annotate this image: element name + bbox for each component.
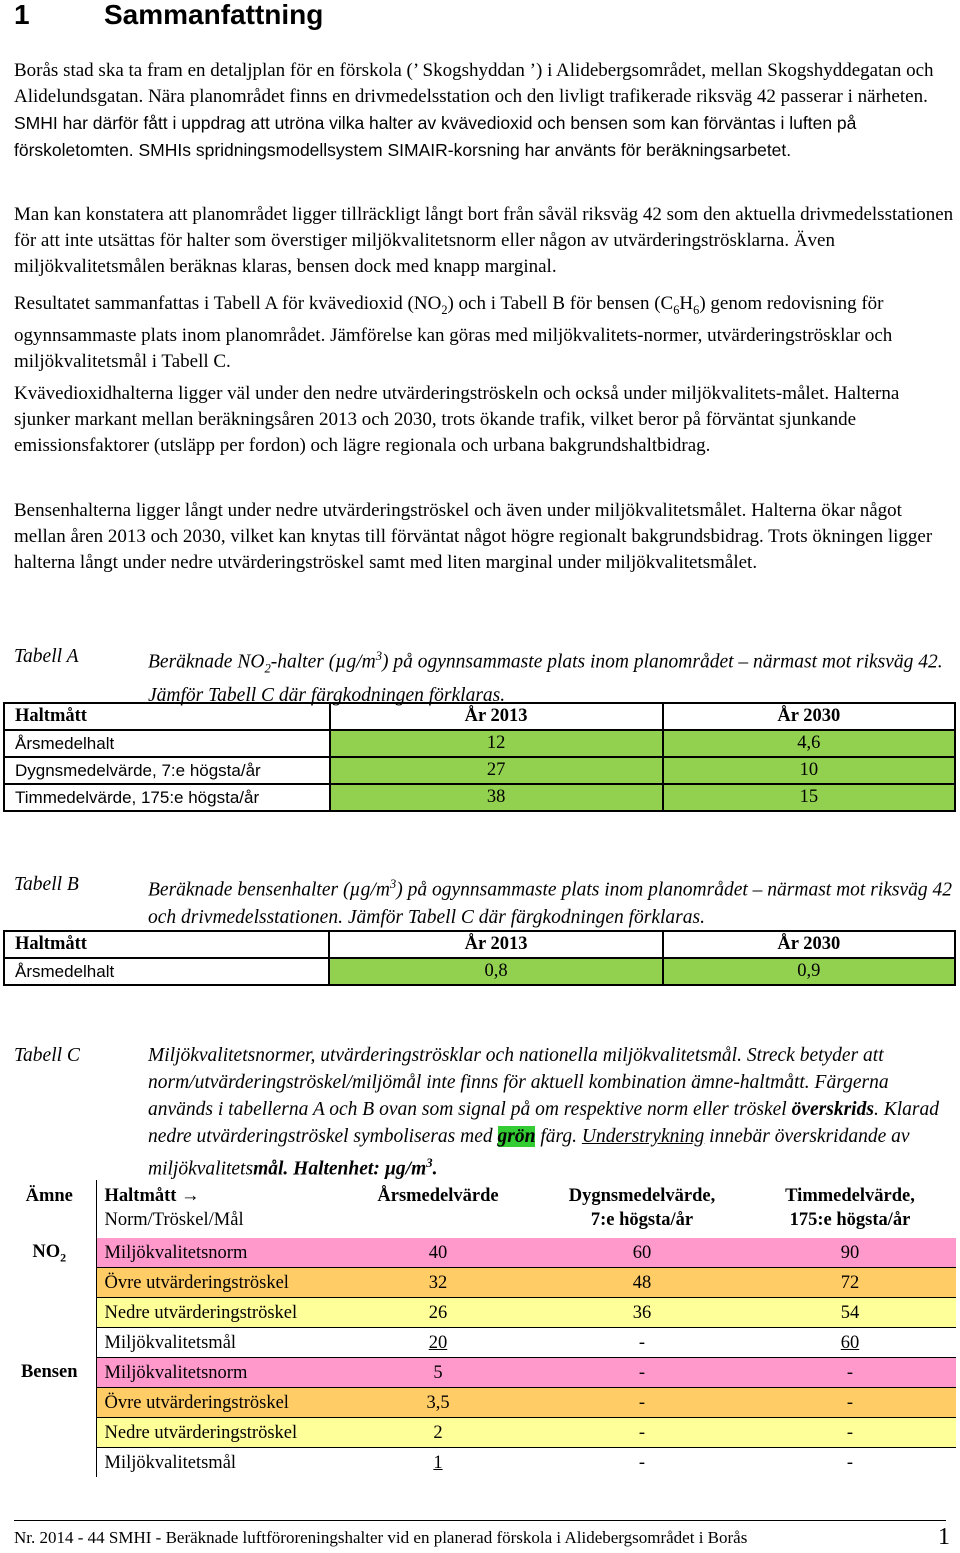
table-a-caption [14, 643, 954, 709]
table-row [3, 1238, 956, 1268]
table-row [4, 757, 955, 784]
table-c-cell: - [540, 1328, 744, 1358]
table-a-cell: Årsmedelhalt [4, 730, 330, 757]
table-b-header-0: Haltmått [4, 931, 329, 958]
table-a-cell: Timmedelvärde, 175:e högsta/år [4, 784, 330, 811]
tC-h-dygn1: Dygnsmedelvärde, [568, 1186, 716, 1206]
tA-cap-b: -halter (µg/m [270, 651, 376, 673]
tC-h-norm: Norm/Tröskel/Mål [104, 1210, 244, 1230]
table-row [4, 958, 955, 985]
table-c-cell: 36 [540, 1298, 744, 1328]
table-row [3, 1298, 956, 1328]
tA-cap-a: Beräknade NO [148, 651, 265, 673]
paragraph-5: Bensenhalterna ligger långt under nedre utvärderingströskel och även under miljökvalitetsmålet. Halterna ökar något mellan åren 2013 och 2030, vilket kan knytas till förväntat något högre regionalt bakgrundsbidrag. Trots ökningen ligger halterna långt under nedre utvärderingströskel samt med liten marginal under miljökvalitetsmålet. [14, 500, 933, 573]
paragraph-4: Kvävedioxidhalterna ligger väl under den nedre utvärderingströskeln och också under miljökvalitets-målet. Halterna sjunker markant mellan beräkningsåren 2013 och 2030, trots ökande trafik, vilket beror på förväntat sjunkande emissionsfaktorer (utsläpp per fordon) och lägre regionala och urbana bakgrundshaltbidrag. [14, 383, 900, 456]
table-b-header-2: År 2030 [663, 931, 955, 958]
table-b-cell: Årsmedelhalt [4, 958, 329, 985]
tC-h-tim2: 175:e högsta/år [789, 1210, 911, 1230]
tB-cap-sup: 3 [389, 877, 397, 891]
table-row [3, 1448, 956, 1478]
table-a-cell: 10 [663, 757, 955, 784]
paragraph-3 [14, 291, 954, 375]
table-c-cell: Nedre utvärderingströskel [96, 1418, 336, 1448]
section-title: Sammanfattning [104, 0, 324, 30]
table-c-cell: Miljökvalitetsnorm [96, 1238, 336, 1268]
table-c-header-tim [744, 1180, 956, 1238]
table-row [4, 730, 955, 757]
section-heading [14, 0, 323, 30]
page-number: 1 [938, 1524, 950, 1550]
table-a-cell: 38 [330, 784, 663, 811]
table-a-header-2: År 2030 [663, 703, 955, 730]
p3-b: ) och i Tabell B för bensen (C [447, 293, 674, 314]
p3-sub3: 6 [693, 302, 700, 317]
table-c-cell: 32 [336, 1268, 540, 1298]
table-c-cell: 54 [744, 1298, 956, 1328]
tC-no2-sub: 2 [60, 1250, 67, 1265]
table-c-cell: 3,5 [336, 1388, 540, 1418]
table-row [3, 1388, 956, 1418]
table-c-cell: Miljökvalitetsmål [96, 1328, 336, 1358]
p3-a: Resultatet sammanfattas i Tabell A för kvävedioxid (NO [14, 293, 442, 314]
table-c-cell: - [638, 1452, 646, 1473]
table-row [3, 1268, 956, 1298]
table-b-header-1: År 2013 [329, 931, 662, 958]
table-c-amne-bensen: Bensen [3, 1358, 96, 1478]
table-row [3, 1418, 956, 1448]
table-a-header-1: År 2013 [330, 703, 663, 730]
table-row [4, 784, 955, 811]
table-c-cell: 20 [336, 1328, 540, 1358]
table-b-label: Tabell B [14, 874, 79, 895]
footer-divider [14, 1520, 946, 1521]
tA-cap-sub: 2 [264, 661, 271, 676]
tC-cap-sup: 3 [426, 1156, 433, 1170]
tC-cap-green: grön [497, 1126, 536, 1147]
table-c-cell: - [744, 1418, 956, 1448]
p3-sub1: 2 [441, 302, 448, 317]
p3-c: H [679, 293, 694, 314]
tB-cap-a: Beräknade bensenhalter (µg/m [148, 879, 390, 901]
page-footer [14, 1524, 954, 1550]
table-c-cell: Övre utvärderingströskel [96, 1388, 336, 1418]
tC-cap-c: färg. [535, 1126, 582, 1147]
table-c-cell: 60 [744, 1328, 956, 1358]
table-b-caption [14, 871, 954, 931]
table-a [3, 702, 956, 812]
tC-cap-under: Understrykning [581, 1126, 705, 1147]
tC-h-dygn2: 7:e högsta/år [590, 1210, 694, 1230]
table-a-cell: 12 [330, 730, 663, 757]
table-c-header-dygn [540, 1180, 744, 1238]
table-c-cell: 2 [336, 1418, 540, 1448]
table-c-cell: Miljökvalitetsnorm [96, 1358, 336, 1388]
section-number: 1 [14, 0, 30, 30]
p3-sub2: 6 [673, 302, 680, 317]
table-b-cell: 0,9 [663, 958, 955, 985]
tC-cap-a: Miljökvalitetsnormer, utvärderingströsklar och nationella miljökvalitetsmål. Streck betyder att norm/utvärderingströskel/miljömål inte finns för aktuell kombination ämne-haltmått. Färgerna används i tabellerna A och B ovan som signal på om respektive norm eller tröskel [148, 1045, 889, 1120]
table-c-cell: - [540, 1358, 744, 1388]
table-row [3, 1328, 956, 1358]
tC-cap-bold2: mål. Haltenhet: µg/m [253, 1158, 427, 1180]
table-b-caption-text [148, 871, 954, 931]
table-a-caption-text [148, 643, 954, 709]
table-a-label: Tabell A [14, 646, 79, 667]
paragraph-1-text-a: Borås stad ska ta fram en detaljplan för en förskola (’ Skogshyddan ’) i Alidebergsområdet, mellan Skogshyddegatan och Alidelundsgatan. Nära planområdet finns en drivmedelsstation och den livligt trafikerade riksväg 42 passerar i närheten. [14, 60, 934, 107]
table-c-cell: 72 [744, 1268, 956, 1298]
tC-cap-d: innebär överskridande av miljökvalitets [148, 1126, 910, 1180]
table-row [3, 1358, 956, 1388]
footer-text: Nr. 2014 - 44 SMHI - Beräknade luftföroreningshalter vid en planerad förskola i Alidebergsområdet i Borås [14, 1528, 748, 1547]
table-b-cell: 0,8 [329, 958, 662, 985]
tC-cap-b: . Klarad nedre utvärderingströskel symboliseras med [148, 1099, 939, 1147]
tA-cap-c: ) på ogynnsammaste plats inom planområdet – närmast mot riksväg 42. Jämför Tabell C där färgkodningen förklaras. [148, 651, 943, 707]
table-c-cell: 40 [336, 1238, 540, 1268]
table-c-cell: - [744, 1388, 956, 1418]
table-c-cell: 60 [540, 1238, 744, 1268]
table-a-cell: 15 [663, 784, 955, 811]
table-c-cell: - [846, 1452, 854, 1473]
table-c-header-amne: Ämne [3, 1180, 96, 1238]
table-c-cell: Nedre utvärderingströskel [96, 1298, 336, 1328]
table-c-cell: 26 [336, 1298, 540, 1328]
table-a-cell: 4,6 [663, 730, 955, 757]
table-c-cell: - [744, 1358, 956, 1388]
tC-cap-bold1: överskrids [791, 1099, 874, 1120]
table-c-cell: 90 [744, 1238, 956, 1268]
tA-cap-sup: 3 [375, 649, 383, 663]
table-c-cell: 5 [336, 1358, 540, 1388]
paragraph-1-text-b: SMHI har därför fått i uppdrag att utröna vilka halter av kvävedioxid och bensen som kan förväntas i luften på förskoletomten. SMHIs spridningsmodellsystem SIMAIR-korsning har använts för beräkningsarbetet. [14, 113, 857, 160]
tB-cap-b: ) på ogynnsammaste plats inom planområdet – närmast mot riksväg 42 och drivmedelsstationen. Jämför Tabell C där färgkodningen förklaras. [148, 879, 952, 928]
table-a-cell: 27 [330, 757, 663, 784]
table-c-header-ars: Årsmedelvärde [377, 1186, 499, 1206]
table-b [3, 930, 956, 986]
paragraph-1 [14, 58, 954, 164]
table-c [3, 1180, 956, 1477]
tC-cap-e: . [432, 1158, 438, 1180]
tC-h-haltmatt: Haltmått → [104, 1186, 200, 1206]
p3-d: ) genom redovisning för ogynnsammaste plats inom planområdet. Jämförelse kan göras med miljökvalitets-normer, utvärderingströsklar och miljökvalitetsmål i Tabell C. [14, 293, 893, 372]
table-c-cell: 48 [540, 1268, 744, 1298]
table-a-header-0: Haltmått [4, 703, 330, 730]
paragraph-2: Man kan konstatera att planområdet ligger tillräckligt långt bort från såväl riksväg 42 som den aktuella drivmedelsstationen för att inte utsättas för halter som överstiger miljökvalitetsnorm eller någon av utvärderingströsklarna. Även miljökvalitetsmålen beräknas klaras, bensen dock med knapp marginal. [14, 204, 954, 277]
tC-h-tim1: Timmedelvärde, [785, 1186, 915, 1206]
table-c-caption-text [148, 1042, 954, 1183]
table-c-header-haltmatt [96, 1180, 336, 1238]
table-a-cell: Dygnsmedelvärde, 7:e högsta/år [4, 757, 330, 784]
table-c-cell: Övre utvärderingströskel [96, 1268, 336, 1298]
table-c-cell: 1 [433, 1452, 443, 1473]
table-row [4, 931, 955, 958]
table-row [3, 1180, 956, 1238]
table-row [4, 703, 955, 730]
table-c-caption [14, 1042, 954, 1183]
table-c-cell: - [540, 1388, 744, 1418]
table-c-amne-no2 [3, 1238, 96, 1358]
tC-no2-amne: NO [32, 1242, 61, 1262]
table-c-label: Tabell C [14, 1045, 80, 1066]
table-c-cell: - [540, 1418, 744, 1448]
table-c-cell: Miljökvalitetsmål [104, 1452, 237, 1473]
